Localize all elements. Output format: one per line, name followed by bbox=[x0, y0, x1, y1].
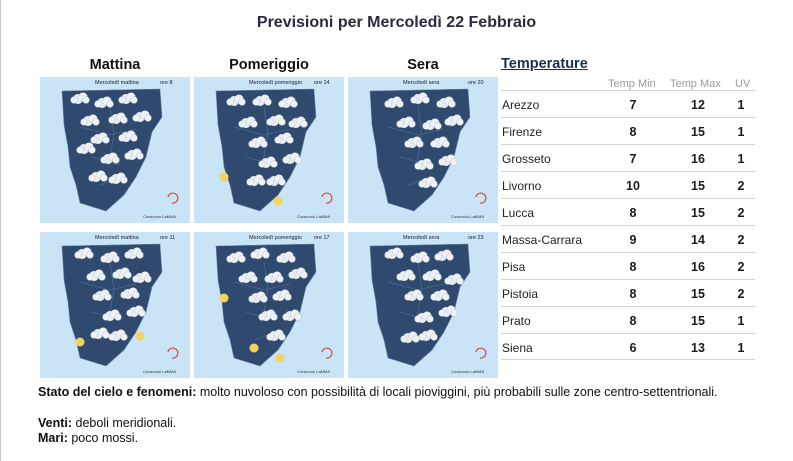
map-hour: ore 14 bbox=[314, 80, 330, 86]
uv-value: 1 bbox=[737, 341, 745, 355]
map-hour: ore 23 bbox=[468, 235, 484, 241]
wind-text: deboli meridionali. bbox=[75, 416, 177, 430]
sea-text: poco mossi. bbox=[71, 431, 139, 445]
uv-value: 2 bbox=[737, 260, 745, 274]
map-credit: Consorzio LaMMA bbox=[451, 369, 484, 374]
map-label: Mercoledì sera bbox=[403, 80, 440, 86]
city-name: Firenze bbox=[502, 125, 543, 139]
temp-max-value: 14 bbox=[691, 233, 705, 247]
city-name: Lucca bbox=[502, 206, 535, 220]
sun-icon bbox=[76, 338, 85, 347]
table-row bbox=[501, 90, 755, 118]
map-credit: Consorzio LaMMA bbox=[451, 214, 484, 219]
city-name: Livorno bbox=[502, 179, 542, 193]
left-border bbox=[0, 0, 1, 461]
temp-max-value: 13 bbox=[691, 341, 705, 355]
header-uv: UV bbox=[735, 78, 751, 90]
temp-min-value: 10 bbox=[626, 179, 640, 193]
tuscany-map-graphic bbox=[40, 232, 190, 378]
forecast-map bbox=[348, 232, 498, 378]
temp-max-value: 15 bbox=[691, 314, 705, 328]
sun-icon bbox=[136, 332, 145, 341]
uv-value: 2 bbox=[737, 233, 745, 247]
column-header-sera: Sera bbox=[407, 57, 439, 73]
tuscany-map-graphic bbox=[194, 77, 344, 223]
table-row bbox=[501, 198, 755, 226]
temp-min-value: 7 bbox=[629, 98, 637, 112]
forecast-map bbox=[40, 232, 190, 378]
table-row bbox=[501, 333, 755, 360]
sun-icon bbox=[220, 294, 229, 303]
header-temp-max: Temp Max bbox=[670, 78, 721, 90]
map-label: Mercoledì mattina bbox=[95, 80, 139, 86]
city-name: Pistoia bbox=[502, 287, 539, 301]
temp-min-value: 8 bbox=[629, 206, 637, 220]
sea-label: Mari: bbox=[38, 431, 68, 445]
temp-max-value: 15 bbox=[691, 179, 705, 193]
uv-value: 1 bbox=[737, 125, 745, 139]
map-credit: Consorzio LaMMA bbox=[143, 214, 176, 219]
temp-min-value: 8 bbox=[629, 287, 637, 301]
map-hour: ore 20 bbox=[468, 80, 484, 86]
table-row bbox=[501, 252, 755, 280]
temp-max-value: 15 bbox=[691, 206, 705, 220]
forecast-map bbox=[348, 77, 498, 223]
forecast-map bbox=[194, 232, 344, 378]
sun-icon bbox=[220, 173, 229, 182]
temp-max-value: 15 bbox=[691, 287, 705, 301]
forecast-map bbox=[40, 77, 190, 223]
uv-value: 2 bbox=[737, 206, 745, 220]
sun-icon bbox=[276, 354, 285, 363]
tuscany-map-graphic bbox=[348, 232, 498, 378]
uv-value: 2 bbox=[737, 287, 745, 301]
uv-value: 1 bbox=[737, 152, 745, 166]
uv-value: 1 bbox=[737, 314, 745, 328]
temp-min-value: 8 bbox=[629, 260, 637, 274]
temp-min-value: 7 bbox=[629, 152, 637, 166]
table-row bbox=[501, 117, 755, 145]
map-credit: Consorzio LaMMA bbox=[143, 369, 176, 374]
city-name: Arezzo bbox=[502, 98, 540, 112]
sky-text: molto nuvoloso con possibilità di locali pioviggini, più probabili sulle zone centro-settentrionali. bbox=[199, 385, 718, 399]
tuscany-map-graphic bbox=[40, 77, 190, 223]
table-row bbox=[501, 171, 755, 199]
city-name: Massa-Carrara bbox=[502, 233, 583, 247]
temp-min-value: 9 bbox=[629, 233, 637, 247]
column-header-mattina: Mattina bbox=[89, 57, 141, 73]
sky-label: Stato del cielo e fenomeni: bbox=[38, 385, 197, 399]
sun-icon bbox=[250, 344, 259, 353]
map-credit: Consorzio LaMMA bbox=[297, 369, 330, 374]
sea-paragraph bbox=[38, 431, 778, 446]
temp-min-value: 8 bbox=[629, 125, 637, 139]
wind-label: Venti: bbox=[38, 416, 73, 430]
tuscany-map-graphic bbox=[348, 77, 498, 223]
uv-value: 1 bbox=[737, 98, 745, 112]
column-header-pomeriggio: Pomeriggio bbox=[229, 57, 309, 73]
map-hour: ore 8 bbox=[160, 80, 173, 86]
page-title: Previsioni per Mercoledì 22 Febbraio bbox=[256, 14, 537, 31]
map-hour: ore 11 bbox=[160, 235, 176, 241]
header-temp-min: Temp Min bbox=[608, 78, 656, 90]
temp-min-value: 8 bbox=[629, 314, 637, 328]
map-credit: Consorzio LaMMA bbox=[297, 214, 330, 219]
temp-max-value: 12 bbox=[691, 98, 705, 112]
temp-max-value: 16 bbox=[691, 260, 705, 274]
map-label: Mercoledì pomeriggio bbox=[249, 235, 302, 241]
sky-paragraph bbox=[38, 385, 778, 400]
sun-icon bbox=[274, 197, 283, 206]
table-row bbox=[501, 279, 755, 307]
map-label: Mercoledì mattina bbox=[95, 235, 139, 241]
wind-paragraph bbox=[38, 416, 778, 431]
city-name: Pisa bbox=[502, 260, 526, 274]
table-row bbox=[501, 225, 755, 253]
map-label: Mercoledì sera bbox=[403, 235, 440, 241]
table-row bbox=[501, 144, 755, 172]
city-name: Siena bbox=[502, 341, 533, 355]
map-label: Mercoledì pomeriggio bbox=[249, 80, 302, 86]
map-hour: ore 17 bbox=[314, 235, 330, 241]
temp-max-value: 16 bbox=[691, 152, 705, 166]
city-name: Grosseto bbox=[502, 152, 551, 166]
forecast-map bbox=[194, 77, 344, 223]
table-row bbox=[501, 306, 755, 334]
temp-min-value: 6 bbox=[629, 341, 637, 355]
tuscany-map-graphic bbox=[194, 232, 344, 378]
temp-max-value: 15 bbox=[691, 125, 705, 139]
uv-value: 2 bbox=[737, 179, 745, 193]
temperature-title: Temperature bbox=[501, 56, 588, 72]
city-name: Prato bbox=[502, 314, 531, 328]
